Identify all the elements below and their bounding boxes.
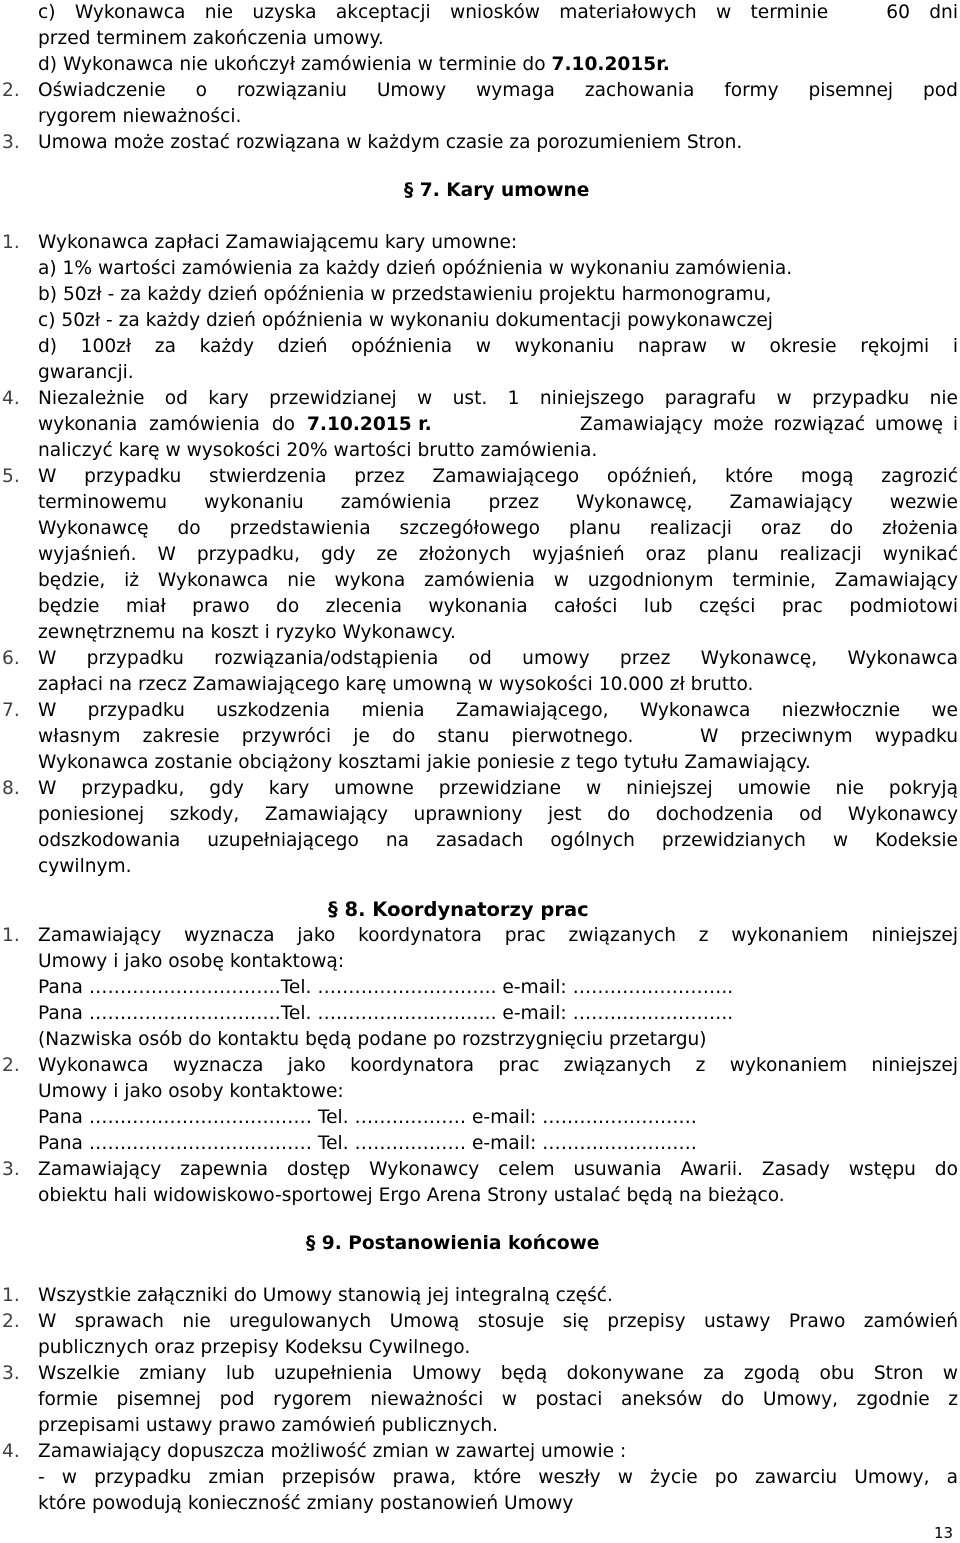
text-line: Umowy i jako osobę kontaktową: xyxy=(38,951,345,972)
text-line: własnym zakresie przywróci je do stanu pierwotnego. W przeciwnym wypadku xyxy=(38,726,958,747)
item-number: 4. xyxy=(2,388,20,409)
text-line: Wykonawca zostanie obciążony kosztami jakie poniesie z tego tytułu Zamawiający. xyxy=(38,752,811,773)
text-line: Pana ………………………….Tel. ……………………….. e-mail: …………………….. xyxy=(38,977,734,998)
text-line: cywilnym. xyxy=(38,856,132,877)
item-number: 3. xyxy=(2,132,20,153)
text-line: W przypadku rozwiązania/odstąpienia od umowy przez Wykonawcę, Wykonawca xyxy=(38,648,958,669)
text-line: Zamawiający zapewnia dostęp Wykonawcy celem usuwania Awarii. Zasady wstępu do xyxy=(38,1159,958,1180)
text-line: Pana ………………………….Tel. ……………………….. e-mail: …………………….. xyxy=(38,1003,734,1024)
text-line: W przypadku, gdy kary umowne przewidziane w niniejszej umowie nie pokryją xyxy=(38,778,958,799)
text-line: publicznych oraz przepisy Kodeksu Cywilnego. xyxy=(38,1337,471,1358)
text-line: b) 50zł - za każdy dzień opóźnienia w przedstawieniu projektu harmonogramu, xyxy=(38,284,772,305)
text-line: Pana ……………………………… Tel. ……………… e-mail: ……………………. xyxy=(38,1133,697,1154)
text-line: W przypadku stwierdzenia przez Zamawiającego opóźnień, które mogą zagrozić xyxy=(38,466,958,487)
text-line: Zamawiający dopuszcza możliwość zmian w zawartej umowie : xyxy=(38,1441,627,1462)
text-line: wyjaśnień. W przypadku, gdy ze złożonych wyjaśnień oraz planu realizacji wynikać xyxy=(38,544,958,565)
text-line: gwarancji. xyxy=(38,362,134,383)
text-line: (Nazwiska osób do kontaktu będą podane po rozstrzygnięciu przetargu) xyxy=(38,1029,707,1050)
text-line: c) 50zł - za każdy dzień opóźnienia w wykonaniu dokumentacji powykonawczej xyxy=(38,310,773,331)
item-number: 1. xyxy=(2,1285,20,1306)
text-line: przed terminem zakończenia umowy. xyxy=(38,28,384,49)
text-line: W sprawach nie uregulowanych Umową stosuje się przepisy ustawy Prawo zamówień xyxy=(38,1311,958,1332)
item-number: 5. xyxy=(2,466,20,487)
text-line: formie pisemnej pod rygorem nieważności w postaci aneksów do Umowy, zgodnie z xyxy=(38,1389,958,1410)
item-number: 8. xyxy=(2,778,20,799)
section-heading: § 7. Kary umowne xyxy=(404,180,590,201)
text-line: zewnętrznemu na koszt i ryzyko Wykonawcy. xyxy=(38,622,456,643)
item-number: 1. xyxy=(2,925,20,946)
text-line: będzie miał prawo do zlecenia wykonania całości lub części prac podmiotowi xyxy=(38,596,958,617)
text-line: W przypadku uszkodzenia mienia Zamawiającego, Wykonawca niezwłocznie we xyxy=(38,700,958,721)
text-line: poniesionej szkody, Zamawiający uprawniony jest do dochodzenia od Wykonawcy xyxy=(38,804,958,825)
item-number: 3. xyxy=(2,1363,20,1384)
text-line: Wykonawca wyznacza jako koordynatora prac związanych z wykonaniem niniejszej xyxy=(38,1055,958,1076)
text-line: a) 1% wartości zamówienia za każdy dzień opóźnienia w wykonaniu zamówienia. xyxy=(38,258,793,279)
text-line: Zamawiający wyznacza jako koordynatora prac związanych z wykonaniem niniejszej xyxy=(38,925,958,946)
item-number: 2. xyxy=(2,1055,20,1076)
text-line: które powodują konieczność zmiany postanowień Umowy xyxy=(38,1493,574,1514)
text-line: Umowy i jako osoby kontaktowe: xyxy=(38,1081,344,1102)
page-number: 13 xyxy=(934,1524,954,1542)
section-heading: § 8. Koordynatorzy prac xyxy=(328,898,589,921)
text-line: przepisami ustawy prawo zamówień publicznych. xyxy=(38,1415,499,1436)
item-number: 3. xyxy=(2,1159,20,1180)
text-line: Wszystkie załączniki do Umowy stanowią jej integralną część. xyxy=(38,1285,613,1306)
text-line: Umowa może zostać rozwiązana w każdym czasie za porozumieniem Stron. xyxy=(38,132,743,153)
section-heading: § 9. Postanowienia końcowe xyxy=(306,1233,600,1254)
text-line: będzie, iż Wykonawca nie wykona zamówienia w uzgodnionym terminie, Zamawiający xyxy=(38,570,958,591)
text-line: naliczyć karę w wysokości 20% wartości brutto zamówienia. xyxy=(38,440,598,461)
text-line: Wszelkie zmiany lub uzupełnienia Umowy będą dokonywane za zgodą obu Stron w xyxy=(38,1363,958,1384)
text-line: wykonania zamówienia do 7.10.2015 r. Zamawiający może rozwiązać umowę i xyxy=(38,414,958,435)
text-line: c) Wykonawca nie uzyska akceptacji wniosków materiałowych w terminie 60 dni xyxy=(38,2,958,23)
item-number: 6. xyxy=(2,648,20,669)
text-line: Niezależnie od kary przewidzianej w ust. 1 niniejszego paragrafu w przypadku nie xyxy=(38,388,958,409)
text-line: obiektu hali widowiskowo-sportowej Ergo Arena Strony ustalać będą na bieżąco. xyxy=(38,1185,785,1206)
item-number: 1. xyxy=(2,232,20,253)
text-line: terminowemu wykonaniu zamówienia przez Wykonawcę, Zamawiający wezwie xyxy=(38,492,958,513)
item-number: 2. xyxy=(2,80,20,101)
text-line: Wykonawca zapłaci Zamawiającemu kary umowne: xyxy=(38,232,518,253)
text-line: Wykonawcę do przedstawienia szczegółowego planu realizacji oraz do złożenia xyxy=(38,518,958,539)
text-line: odszkodowania uzupełniającego na zasadach ogólnych przewidzianych w Kodeksie xyxy=(38,830,958,851)
text-line: zapłaci na rzecz Zamawiającego karę umowną w wysokości 10.000 zł brutto. xyxy=(38,674,754,695)
item-number: 2. xyxy=(2,1311,20,1332)
text-line: d) 100zł za każdy dzień opóźnienia w wykonaniu napraw w okresie rękojmi i xyxy=(38,336,958,357)
text-line: Pana ……………………………… Tel. ……………… e-mail: ……………………. xyxy=(38,1107,697,1128)
item-number: 7. xyxy=(2,700,20,721)
text-line: Oświadczenie o rozwiązaniu Umowy wymaga zachowania formy pisemnej pod xyxy=(38,80,958,101)
text-line: d) Wykonawca nie ukończył zamówienia w terminie do 7.10.2015r. xyxy=(38,54,670,75)
text-line: rygorem nieważności. xyxy=(38,106,242,127)
text-line: - w przypadku zmian przepisów prawa, które weszły w życie po zawarciu Umowy, a xyxy=(38,1467,958,1488)
item-number: 4. xyxy=(2,1441,20,1462)
